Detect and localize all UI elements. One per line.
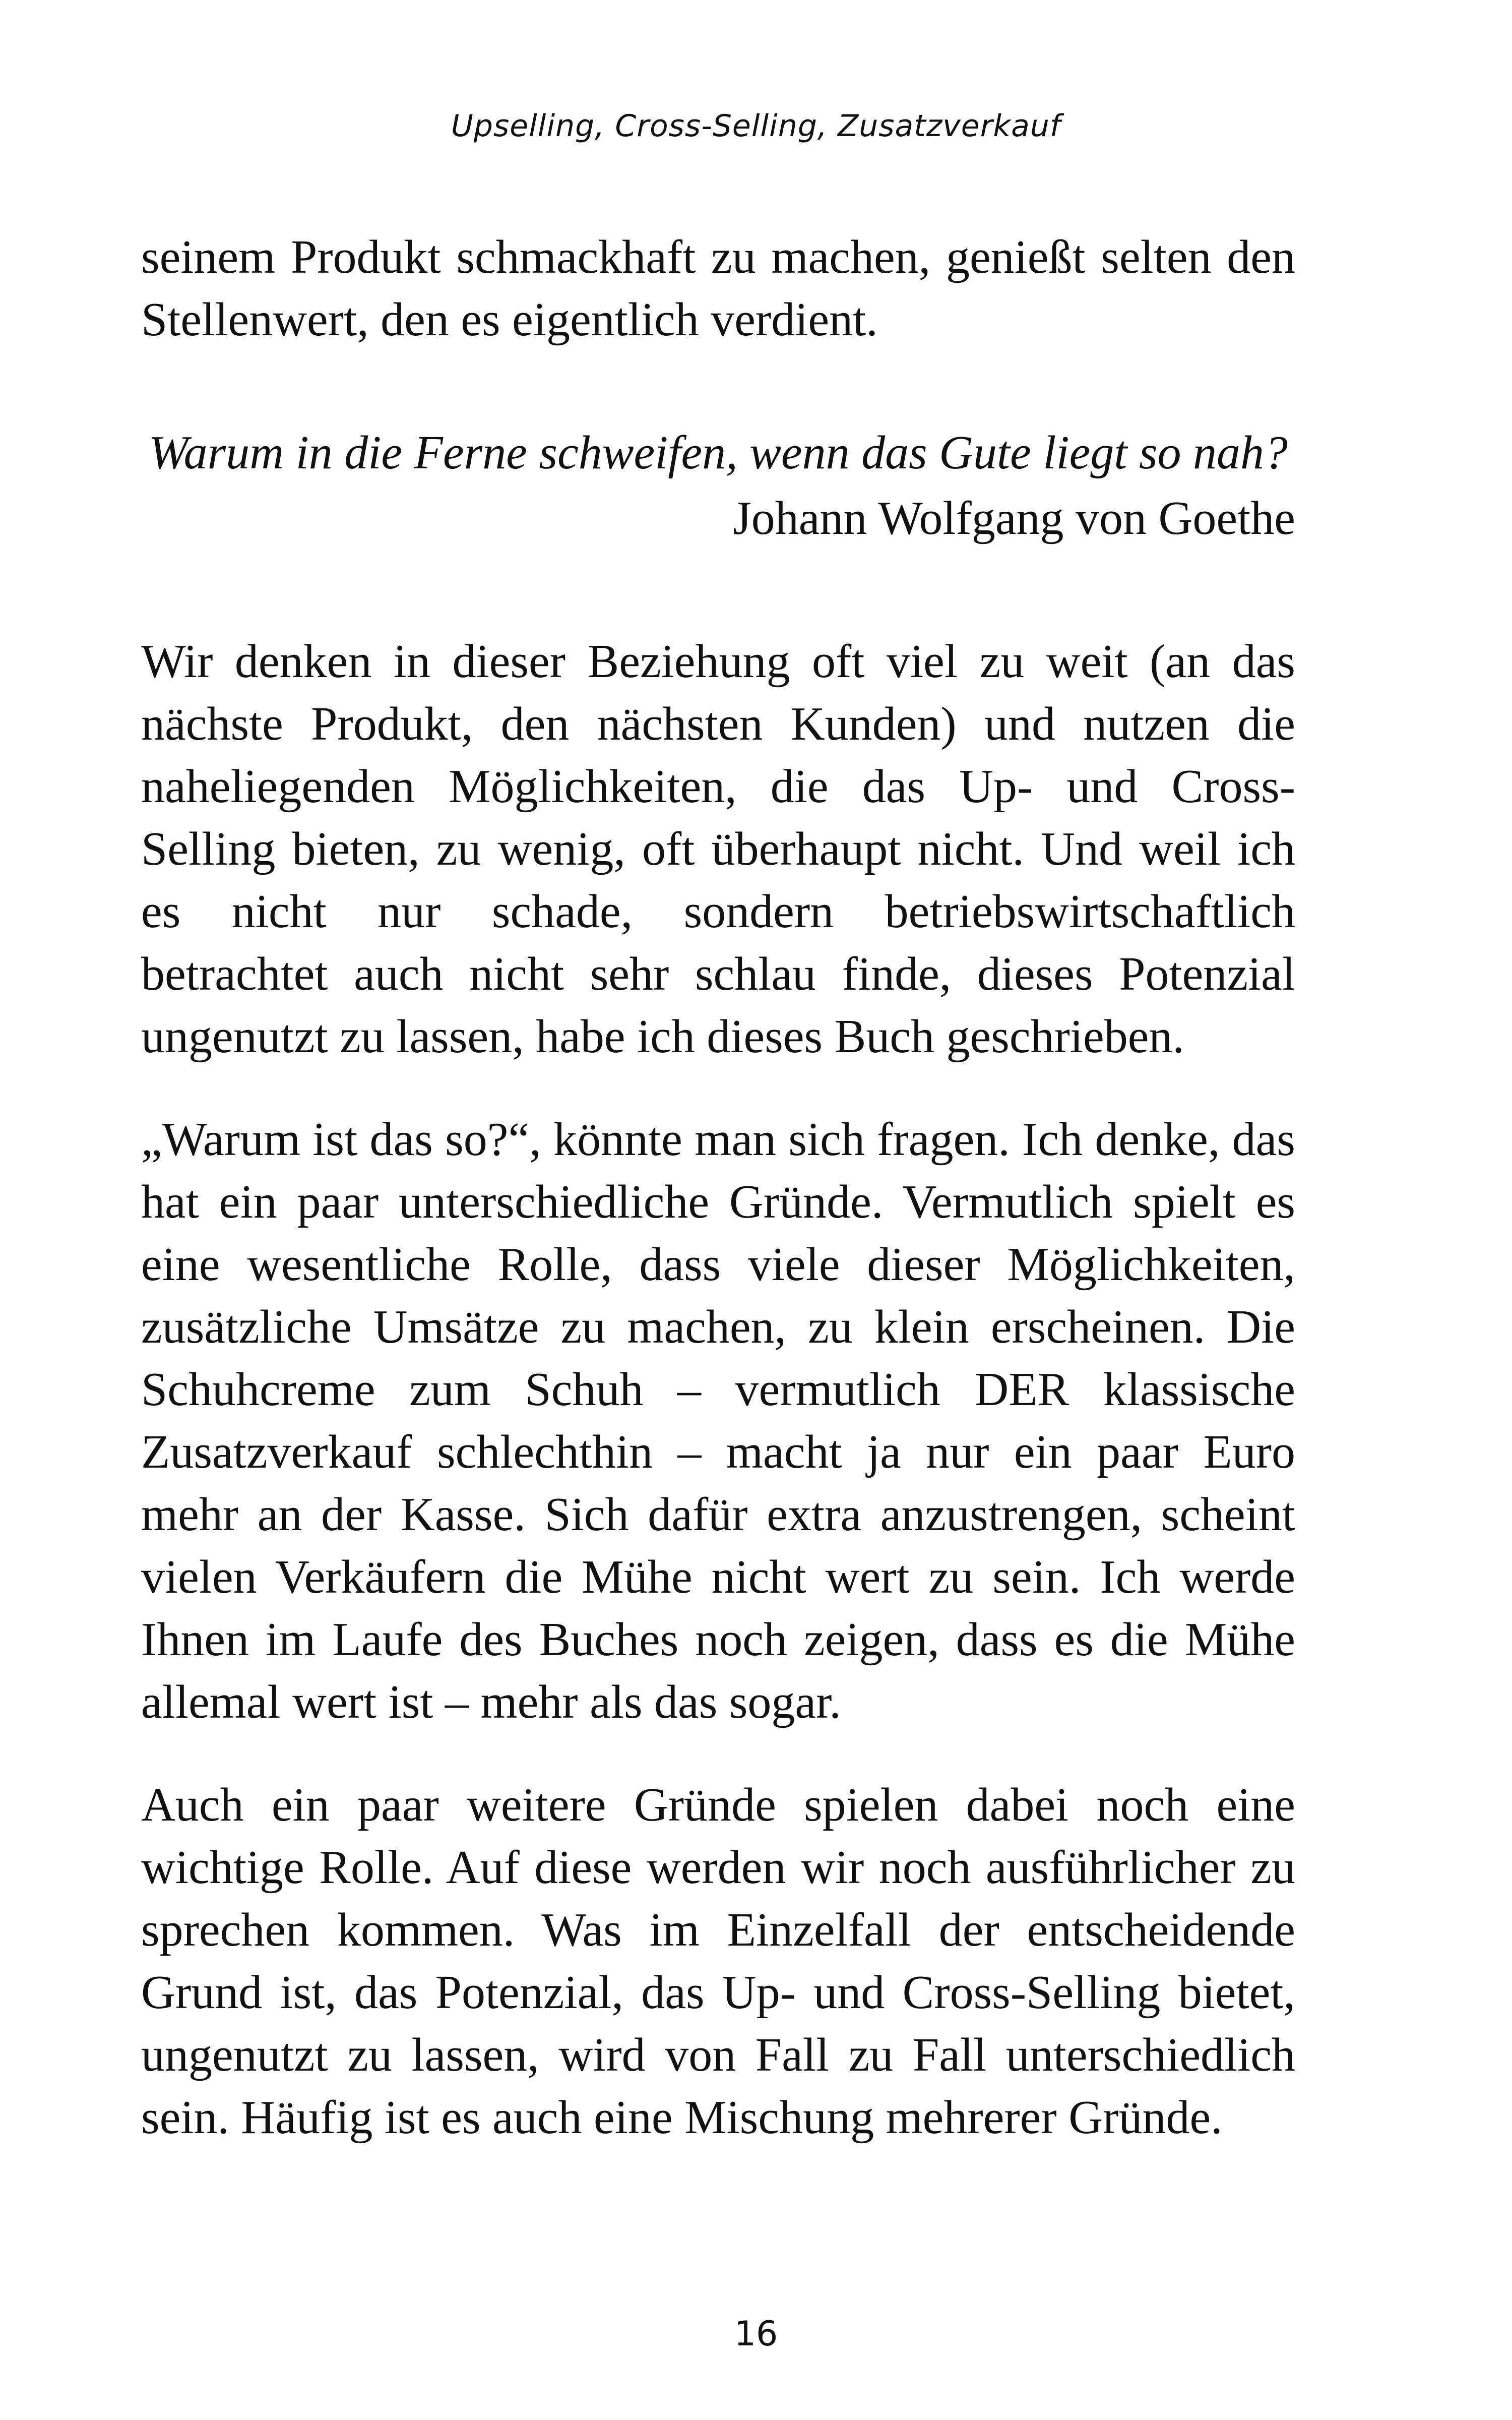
page-body xyxy=(141,226,1295,2149)
paragraph-1: Wir denken in dieser Beziehung oft viel zu weit (an das nächste Produkt, den nächsten Kunden) und nutzen die naheliegenden Möglichkeiten, die das Up- und Cross-Selling bieten, zu wenig, oft überhaupt nicht. Und weil ich es nicht nur schade, sondern betriebswirtschaftlich betrachtet auch nicht sehr schlau finde, dieses Potenzial ungenutzt zu lassen, habe ich dieses Buch geschrieben. xyxy=(141,635,1295,1063)
epigraph-quote: Warum in die Ferne schweifen, wenn das Gute liegt so nah? xyxy=(148,427,1288,479)
paragraph-2: „Warum ist das so?“, könnte man sich fragen. Ich denke, das hat ein paar unterschiedliche Gründe. Vermutlich spielt es eine wesentliche Rolle, dass viele dieser Möglichkeiten, zusätzliche Umsätze zu machen, zu klein erscheinen. Die Schuhcreme zum Schuh – vermutlich DER klassische Zusatzverkauf schlechthin – macht ja nur ein paar Euro mehr an der Kasse. Sich dafür extra anzustrengen, scheint vielen Verkäufern die Mühe nicht wert zu sein. Ich werde Ihnen im Laufe des Buches noch zeigen, dass es die Mühe allemal wert ist – mehr als das sogar. xyxy=(141,1113,1295,1728)
epigraph-author: Johann Wolfgang von Goethe xyxy=(733,492,1295,544)
page-number: 16 xyxy=(734,2314,778,2354)
running-header: Upselling, Cross-Selling, Zusatzverkauf xyxy=(451,108,1061,144)
paragraph-3: Auch ein paar weitere Gründe spielen dabei noch eine wichtige Rolle. Auf diese werden wir noch ausführlicher zu sprechen kommen. Was im Einzelfall der entscheidende Grund ist, das Potenzial, das Up- und Cross-Selling bietet, ungenutzt zu lassen, wird von Fall zu Fall unterschiedlich sein. Häufig ist es auch eine Mischung mehrerer Gründe. xyxy=(141,1779,1295,2144)
continued-paragraph: seinem Produkt schmackhaft zu machen, genießt selten den Stellenwert, den es eigentlich verdient. xyxy=(141,231,1295,346)
